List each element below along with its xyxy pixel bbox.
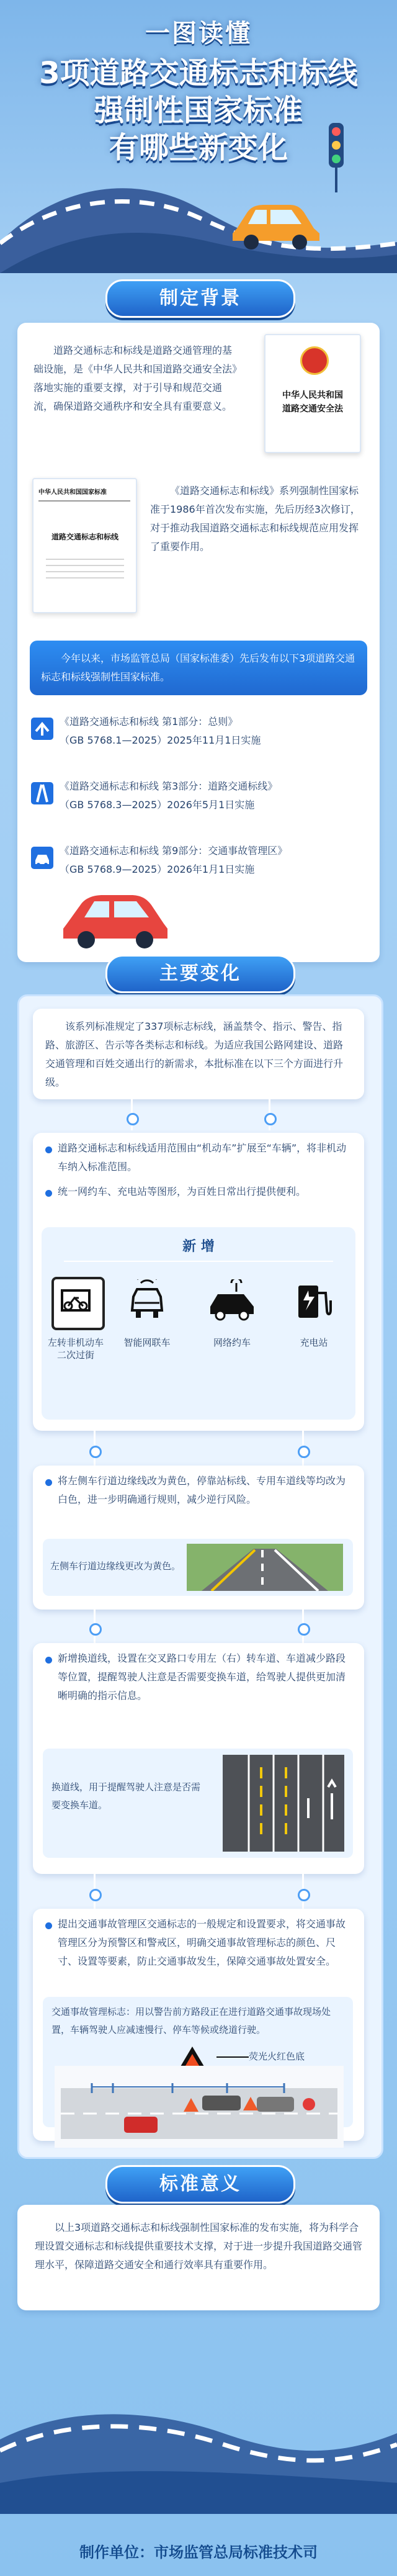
lane-change-point: 新增换道线，设置在交叉路口专用左（右）转车道、车道减少路段等位置，提醒驾驶人注意是否需要变换车道，给驾驶人提供更加清晰明确的指示信息。 — [58, 1652, 346, 1701]
significance-text: 以上3项道路交通标志和标线强制性国家标准的发布实施，将为科学合理设置交通标志和标线提供重要技术支撑，对于进一步提升我国道路交通管理水平，保障道路交通安全和通行效率具有重要作用。 — [35, 2222, 363, 2271]
lane-change-example — [43, 1749, 353, 1858]
standard-document-header: 中华人民共和国国家标准 — [38, 489, 107, 496]
standard-document-text — [46, 554, 124, 581]
law-book — [264, 334, 361, 453]
bullet-icon — [45, 1479, 52, 1486]
yellow-edge-line-photo — [187, 1544, 343, 1591]
new-item-smart-car: 智能网联车 — [123, 1337, 171, 1348]
hero-title-line1: 3项道路交通标志和标线 — [39, 56, 358, 91]
standard-document-line — [38, 500, 130, 502]
connector-dot-1 — [127, 1113, 139, 1125]
smart-connected-car-icon — [126, 1279, 168, 1324]
standard-item-3-code: （GB 5768.9—2025）2026年1月1日实施 — [60, 863, 255, 875]
car-illustration — [230, 197, 323, 253]
summary-text: 今年以来，市场监管总局（国家标准委）先后发布以下3项道路交通标志和标线强制性国家标准。 — [41, 652, 355, 683]
lane-change-photo — [223, 1755, 344, 1852]
legend-fluorescent-red: 荧光火红色底 — [249, 2051, 305, 2062]
footer-credit: 制作单位：市场监管总局标准技术司 — [79, 2544, 318, 2561]
bullet-icon — [45, 1657, 52, 1664]
connector-dot-7 — [89, 1889, 102, 1901]
bullet-icon — [45, 1190, 52, 1197]
emblem-icon — [300, 346, 329, 375]
bullet-icon — [45, 1922, 52, 1929]
lane-change-card — [33, 1643, 364, 1874]
edge-line-note: 左侧车行道边缘线更改为黄色。 — [50, 1560, 181, 1572]
hero-kicker: 一图读懂 — [145, 19, 252, 48]
connector-dot-3 — [89, 1446, 102, 1458]
traffic-light-illustration — [324, 123, 349, 192]
scope-point-2: 统一网约车、充电站等图形，为百姓日常出行提供便利。 — [58, 1186, 306, 1197]
legend-line-top — [216, 2056, 249, 2058]
charging-station-icon — [292, 1279, 336, 1325]
significance-card — [17, 2205, 380, 2310]
standard-item-2-code: （GB 5768.3—2025）2026年5月1日实施 — [60, 799, 255, 811]
ride-hailing-icon — [205, 1279, 259, 1324]
new-items-box — [42, 1227, 355, 1420]
scope-card — [33, 1133, 364, 1431]
main-changes-panel — [17, 994, 383, 2159]
hero-title-line3: 有哪些新变化 — [109, 130, 288, 165]
connector-dot-2 — [264, 1113, 277, 1125]
section-main-changes-title: 主要变化 — [105, 955, 295, 993]
new-items-divider — [64, 1261, 333, 1262]
left-turn-bike-icon — [51, 1277, 105, 1330]
law-book-title-2: 道路交通安全法 — [282, 404, 343, 414]
main-changes-intro-card — [33, 1009, 364, 1099]
new-items-label: 新 增 — [182, 1239, 215, 1254]
connector-dot-6 — [298, 1623, 310, 1636]
section-background-title: 制定背景 — [105, 279, 295, 318]
hero-banner — [0, 0, 397, 267]
standard-document — [32, 478, 137, 613]
law-book-title-1: 中华人民共和国 — [282, 390, 343, 400]
bottom-road-illustration — [0, 2328, 397, 2514]
new-item-charging-station: 充电站 — [300, 1337, 328, 1348]
lane-change-note: 换道线，用于提醒驾驶人注意是否需要变换车道。 — [51, 1781, 201, 1811]
connector-dot-4 — [298, 1446, 310, 1458]
scope-point-1: 道路交通标志和标线适用范围由“机动车”扩展至“车辆”，将非机动车纳入标准范围。 — [58, 1142, 347, 1173]
edge-line-example — [43, 1539, 353, 1596]
standard-item-1-name: 《道路交通标志和标线 第1部分：总则》 — [60, 716, 238, 727]
new-item-left-turn-bike: 左转非机动车二次过街 — [47, 1337, 104, 1361]
summary-box — [30, 641, 367, 695]
background-intro: 道路交通标志和标线是道路交通管理的基础设施，是《中华人民共和国道路交通安全法》落地实施的重要支撑，对于引导和规范交通流，确保道路交通秩序和安全具有重要意义。 — [33, 345, 238, 412]
edge-line-card — [33, 1466, 364, 1610]
section-significance-title: 标准意义 — [105, 2165, 295, 2204]
standard-history: 《道路交通标志和标线》系列强制性国家标准于1986年首次发布实施，先后历经3次修订，对于推动我国道路交通标志和标线规范应用发挥了重要作用。 — [150, 485, 360, 552]
edge-line-point: 将左侧车行道边缘线改为黄色，停靠站标线、专用车道线等均改为白色，进一步明确通行规则，减少逆行风险。 — [58, 1475, 346, 1505]
red-car-illustration — [60, 888, 171, 952]
standard-item-1-code: （GB 5768.1—2025）2025年11月1日实施 — [60, 734, 261, 746]
accident-note: 交通事故管理标志：用以警告前方路段正在进行道路交通事故现场处置，车辆驾驶人应减速慢行、停车等候或绕道行驶。 — [51, 2006, 331, 2035]
lane-marking-icon — [30, 781, 55, 806]
new-item-ride-hailing: 网络约车 — [213, 1337, 251, 1348]
accident-point: 提出交通事故管理区交通标志的一般规定和设置要求，将交通事故管理区分为预警区和警戒区，明确交通事故管理标志的颜色、尺寸、设置等要素，防止交通事故发生，保障交通事故处置安全。 — [58, 1918, 346, 1967]
connector-dot-8 — [298, 1889, 310, 1901]
standard-item-1 — [30, 713, 367, 768]
standard-item-2-name: 《道路交通标志和标线 第3部分：道路交通标线》 — [60, 780, 278, 792]
main-changes-intro: 该系列标准规定了337项标志标线，涵盖禁令、指示、警告、指路、旅游区、告示等各类标志和标线。为适应我国公路网建设、道路交通管理和百姓交通出行的新需求，本批标准在以下三个方面进行升级。 — [45, 1020, 344, 1088]
standard-item-2 — [30, 777, 367, 833]
standard-document-title: 道路交通标志和标线 — [51, 533, 118, 541]
accident-car-icon — [30, 845, 55, 870]
background-card — [17, 323, 380, 962]
connector-dot-5 — [89, 1623, 102, 1636]
hero-title-line2: 强制性国家标准 — [94, 93, 303, 128]
direction-sign-icon — [30, 716, 55, 741]
bullet-icon — [45, 1146, 52, 1153]
standard-item-3-name: 《道路交通标志和标线 第9部分：交通事故管理区》 — [60, 845, 288, 857]
accident-zone-diagram — [55, 2066, 344, 2148]
